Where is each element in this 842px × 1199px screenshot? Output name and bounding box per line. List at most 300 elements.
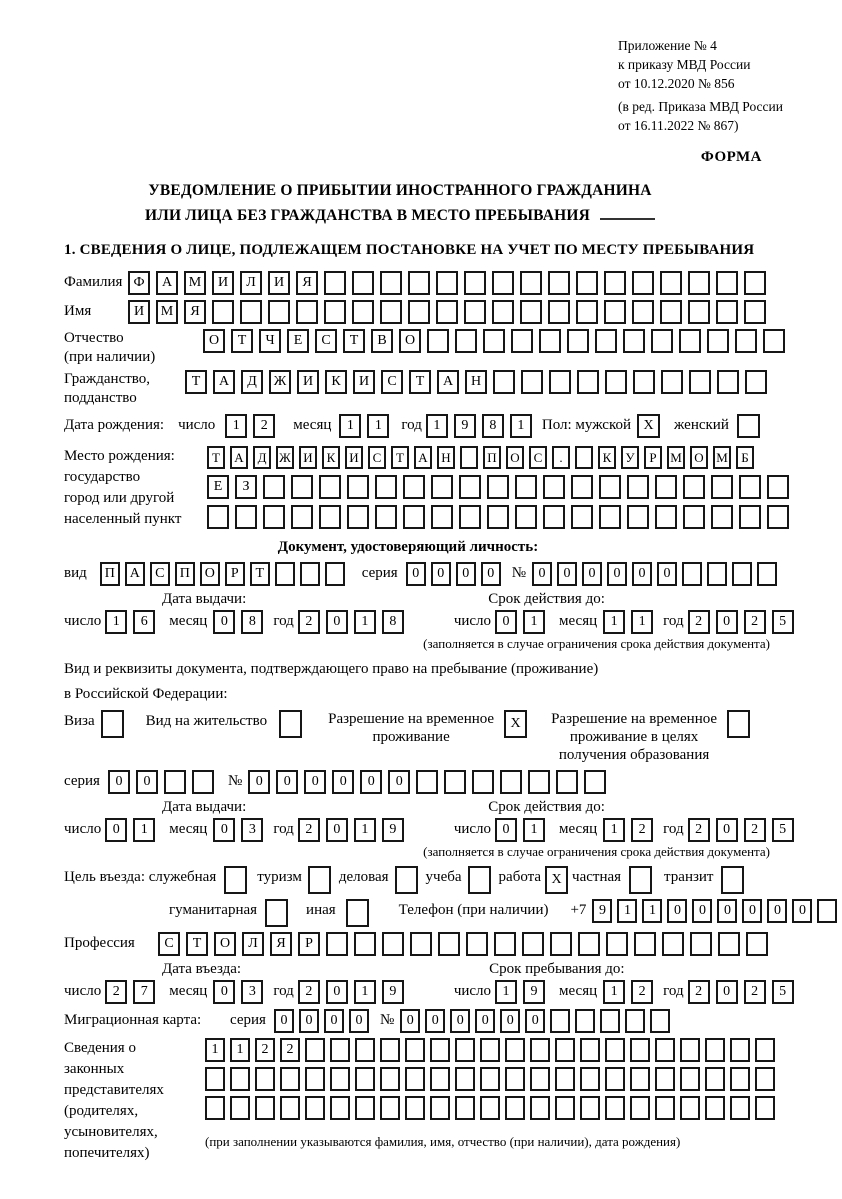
char-cell[interactable]: 0 xyxy=(495,818,517,842)
char-cell[interactable] xyxy=(380,1096,400,1120)
char-cell[interactable] xyxy=(355,1096,375,1120)
char-cell[interactable] xyxy=(576,271,598,295)
char-cell[interactable] xyxy=(464,271,486,295)
char-cell[interactable] xyxy=(661,370,683,394)
purpose-study-checkbox[interactable] xyxy=(468,866,491,894)
char-cell[interactable] xyxy=(305,1067,325,1091)
char-cell[interactable] xyxy=(605,1096,625,1120)
char-cell[interactable] xyxy=(408,271,430,295)
char-cell[interactable]: О xyxy=(214,932,236,956)
char-cell[interactable] xyxy=(717,370,739,394)
char-cell[interactable] xyxy=(492,271,514,295)
char-cell[interactable] xyxy=(483,329,505,353)
char-cell[interactable]: А xyxy=(156,271,178,295)
char-cell[interactable]: К xyxy=(322,446,340,469)
char-cell[interactable]: 0 xyxy=(105,818,127,842)
char-cell[interactable] xyxy=(480,1038,500,1062)
char-cell[interactable] xyxy=(575,1009,595,1033)
char-cell[interactable]: С xyxy=(158,932,180,956)
char-cell[interactable] xyxy=(230,1096,250,1120)
char-cell[interactable] xyxy=(680,1067,700,1091)
char-cell[interactable]: К xyxy=(325,370,347,394)
purpose-other-checkbox[interactable] xyxy=(346,899,369,927)
char-cell[interactable] xyxy=(732,562,752,586)
char-cell[interactable] xyxy=(403,475,425,499)
char-cell[interactable] xyxy=(584,770,606,794)
char-cell[interactable] xyxy=(455,329,477,353)
char-cell[interactable] xyxy=(679,329,701,353)
char-cell[interactable] xyxy=(330,1096,350,1120)
char-cell[interactable] xyxy=(655,505,677,529)
char-cell[interactable]: 1 xyxy=(105,610,127,634)
char-cell[interactable] xyxy=(375,475,397,499)
char-cell[interactable]: 0 xyxy=(276,770,298,794)
char-cell[interactable]: 0 xyxy=(299,1009,319,1033)
char-cell[interactable]: 2 xyxy=(105,980,127,1004)
char-cell[interactable]: 1 xyxy=(230,1038,250,1062)
purpose-private-checkbox[interactable] xyxy=(629,866,652,894)
char-cell[interactable] xyxy=(655,1038,675,1062)
char-cell[interactable]: 2 xyxy=(688,980,710,1004)
char-cell[interactable]: 1 xyxy=(367,414,389,438)
char-cell[interactable]: М xyxy=(184,271,206,295)
char-cell[interactable] xyxy=(660,300,682,324)
char-cell[interactable] xyxy=(555,1096,575,1120)
char-cell[interactable] xyxy=(580,1038,600,1062)
char-cell[interactable]: 5 xyxy=(772,980,794,1004)
char-cell[interactable]: 2 xyxy=(253,414,275,438)
char-cell[interactable] xyxy=(403,505,425,529)
char-cell[interactable]: И xyxy=(297,370,319,394)
char-cell[interactable]: Н xyxy=(437,446,455,469)
char-cell[interactable] xyxy=(739,505,761,529)
char-cell[interactable] xyxy=(530,1038,550,1062)
char-cell[interactable] xyxy=(354,932,376,956)
char-cell[interactable] xyxy=(711,475,733,499)
char-cell[interactable] xyxy=(705,1096,725,1120)
char-cell[interactable] xyxy=(405,1096,425,1120)
char-cell[interactable]: 0 xyxy=(304,770,326,794)
char-cell[interactable] xyxy=(505,1067,525,1091)
char-cell[interactable] xyxy=(352,300,374,324)
char-cell[interactable] xyxy=(680,1038,700,1062)
char-cell[interactable]: 0 xyxy=(326,818,348,842)
char-cell[interactable] xyxy=(430,1038,450,1062)
char-cell[interactable] xyxy=(571,475,593,499)
char-cell[interactable]: А xyxy=(230,446,248,469)
char-cell[interactable]: Я xyxy=(296,271,318,295)
char-cell[interactable] xyxy=(605,1038,625,1062)
char-cell[interactable]: С xyxy=(315,329,337,353)
char-cell[interactable] xyxy=(767,505,789,529)
char-cell[interactable]: 0 xyxy=(431,562,451,586)
char-cell[interactable]: 0 xyxy=(274,1009,294,1033)
char-cell[interactable] xyxy=(380,271,402,295)
char-cell[interactable] xyxy=(730,1038,750,1062)
char-cell[interactable]: И xyxy=(345,446,363,469)
char-cell[interactable]: 8 xyxy=(241,610,263,634)
char-cell[interactable] xyxy=(604,271,626,295)
char-cell[interactable] xyxy=(548,300,570,324)
char-cell[interactable] xyxy=(355,1067,375,1091)
char-cell[interactable] xyxy=(707,329,729,353)
residence-permit-checkbox[interactable] xyxy=(279,710,302,738)
char-cell[interactable] xyxy=(528,770,550,794)
char-cell[interactable] xyxy=(455,1067,475,1091)
char-cell[interactable] xyxy=(662,932,684,956)
purpose-official-checkbox[interactable] xyxy=(224,866,247,894)
char-cell[interactable] xyxy=(205,1067,225,1091)
char-cell[interactable] xyxy=(739,475,761,499)
char-cell[interactable]: 3 xyxy=(241,980,263,1004)
char-cell[interactable] xyxy=(436,300,458,324)
char-cell[interactable] xyxy=(380,300,402,324)
char-cell[interactable] xyxy=(755,1038,775,1062)
char-cell[interactable]: И xyxy=(268,271,290,295)
char-cell[interactable] xyxy=(230,1067,250,1091)
char-cell[interactable] xyxy=(630,1096,650,1120)
char-cell[interactable]: 9 xyxy=(523,980,545,1004)
char-cell[interactable] xyxy=(375,505,397,529)
char-cell[interactable]: 9 xyxy=(454,414,476,438)
char-cell[interactable]: 1 xyxy=(603,980,625,1004)
char-cell[interactable]: 8 xyxy=(482,414,504,438)
char-cell[interactable] xyxy=(655,475,677,499)
char-cell[interactable] xyxy=(444,770,466,794)
char-cell[interactable]: О xyxy=(506,446,524,469)
char-cell[interactable] xyxy=(683,475,705,499)
char-cell[interactable] xyxy=(682,562,702,586)
char-cell[interactable] xyxy=(555,1038,575,1062)
char-cell[interactable] xyxy=(291,475,313,499)
char-cell[interactable] xyxy=(263,475,285,499)
char-cell[interactable] xyxy=(255,1096,275,1120)
char-cell[interactable]: 0 xyxy=(136,770,158,794)
char-cell[interactable] xyxy=(556,770,578,794)
char-cell[interactable]: А xyxy=(414,446,432,469)
char-cell[interactable] xyxy=(757,562,777,586)
char-cell[interactable]: 1 xyxy=(523,610,545,634)
char-cell[interactable]: 0 xyxy=(326,980,348,1004)
char-cell[interactable]: П xyxy=(100,562,120,586)
char-cell[interactable] xyxy=(405,1038,425,1062)
char-cell[interactable]: Р xyxy=(644,446,662,469)
char-cell[interactable] xyxy=(326,932,348,956)
char-cell[interactable] xyxy=(599,475,621,499)
char-cell[interactable]: 2 xyxy=(688,610,710,634)
char-cell[interactable] xyxy=(520,271,542,295)
char-cell[interactable] xyxy=(460,446,478,469)
char-cell[interactable]: Д xyxy=(253,446,271,469)
char-cell[interactable]: Б xyxy=(736,446,754,469)
char-cell[interactable] xyxy=(487,475,509,499)
char-cell[interactable] xyxy=(520,300,542,324)
char-cell[interactable]: Ф xyxy=(128,271,150,295)
char-cell[interactable]: 0 xyxy=(425,1009,445,1033)
char-cell[interactable] xyxy=(505,1096,525,1120)
char-cell[interactable] xyxy=(730,1067,750,1091)
char-cell[interactable]: 0 xyxy=(456,562,476,586)
char-cell[interactable]: 1 xyxy=(133,818,155,842)
char-cell[interactable] xyxy=(744,271,766,295)
char-cell[interactable]: А xyxy=(125,562,145,586)
char-cell[interactable] xyxy=(505,1038,525,1062)
char-cell[interactable]: П xyxy=(483,446,501,469)
char-cell[interactable] xyxy=(716,300,738,324)
char-cell[interactable] xyxy=(550,1009,570,1033)
char-cell[interactable] xyxy=(431,505,453,529)
char-cell[interactable]: С xyxy=(381,370,403,394)
char-cell[interactable] xyxy=(763,329,785,353)
char-cell[interactable] xyxy=(555,1067,575,1091)
char-cell[interactable] xyxy=(347,475,369,499)
char-cell[interactable]: 2 xyxy=(688,818,710,842)
char-cell[interactable]: 1 xyxy=(339,414,361,438)
char-cell[interactable]: 6 xyxy=(133,610,155,634)
char-cell[interactable]: 2 xyxy=(744,610,766,634)
char-cell[interactable] xyxy=(472,770,494,794)
char-cell[interactable] xyxy=(689,370,711,394)
char-cell[interactable]: И xyxy=(212,271,234,295)
char-cell[interactable] xyxy=(604,300,626,324)
char-cell[interactable] xyxy=(688,300,710,324)
char-cell[interactable]: 2 xyxy=(744,980,766,1004)
char-cell[interactable]: С xyxy=(529,446,547,469)
char-cell[interactable] xyxy=(577,370,599,394)
char-cell[interactable] xyxy=(480,1067,500,1091)
char-cell[interactable] xyxy=(606,932,628,956)
char-cell[interactable]: 0 xyxy=(213,980,235,1004)
char-cell[interactable]: 0 xyxy=(607,562,627,586)
char-cell[interactable] xyxy=(655,1067,675,1091)
char-cell[interactable]: 0 xyxy=(495,610,517,634)
char-cell[interactable]: 0 xyxy=(582,562,602,586)
char-cell[interactable]: 2 xyxy=(631,980,653,1004)
char-cell[interactable] xyxy=(632,300,654,324)
visa-checkbox[interactable] xyxy=(101,710,124,738)
char-cell[interactable] xyxy=(744,300,766,324)
char-cell[interactable]: 2 xyxy=(280,1038,300,1062)
char-cell[interactable]: Т xyxy=(250,562,270,586)
char-cell[interactable] xyxy=(530,1096,550,1120)
char-cell[interactable]: 1 xyxy=(426,414,448,438)
char-cell[interactable] xyxy=(430,1067,450,1091)
char-cell[interactable] xyxy=(324,271,346,295)
char-cell[interactable]: З xyxy=(235,475,257,499)
sex-male-checkbox[interactable]: X xyxy=(637,414,660,438)
char-cell[interactable] xyxy=(464,300,486,324)
char-cell[interactable] xyxy=(549,370,571,394)
char-cell[interactable] xyxy=(680,1096,700,1120)
char-cell[interactable]: Л xyxy=(242,932,264,956)
char-cell[interactable] xyxy=(515,475,537,499)
char-cell[interactable]: Т xyxy=(207,446,225,469)
char-cell[interactable] xyxy=(548,271,570,295)
char-cell[interactable] xyxy=(578,932,600,956)
char-cell[interactable]: О xyxy=(399,329,421,353)
char-cell[interactable] xyxy=(207,505,229,529)
char-cell[interactable] xyxy=(550,932,572,956)
char-cell[interactable] xyxy=(235,505,257,529)
char-cell[interactable]: Я xyxy=(184,300,206,324)
char-cell[interactable] xyxy=(492,300,514,324)
char-cell[interactable] xyxy=(599,505,621,529)
char-cell[interactable] xyxy=(324,300,346,324)
char-cell[interactable] xyxy=(500,770,522,794)
char-cell[interactable]: 1 xyxy=(631,610,653,634)
char-cell[interactable] xyxy=(707,562,727,586)
char-cell[interactable]: И xyxy=(128,300,150,324)
char-cell[interactable] xyxy=(630,1067,650,1091)
char-cell[interactable] xyxy=(539,329,561,353)
char-cell[interactable] xyxy=(660,271,682,295)
char-cell[interactable]: А xyxy=(437,370,459,394)
char-cell[interactable]: И xyxy=(299,446,317,469)
char-cell[interactable] xyxy=(280,1096,300,1120)
char-cell[interactable]: Ч xyxy=(259,329,281,353)
char-cell[interactable] xyxy=(319,475,341,499)
char-cell[interactable] xyxy=(630,1038,650,1062)
char-cell[interactable] xyxy=(438,932,460,956)
char-cell[interactable]: 0 xyxy=(742,899,762,923)
char-cell[interactable]: 1 xyxy=(510,414,532,438)
char-cell[interactable] xyxy=(651,329,673,353)
char-cell[interactable]: 2 xyxy=(298,818,320,842)
char-cell[interactable]: 0 xyxy=(400,1009,420,1033)
char-cell[interactable]: Д xyxy=(241,370,263,394)
char-cell[interactable]: 0 xyxy=(450,1009,470,1033)
char-cell[interactable] xyxy=(755,1067,775,1091)
char-cell[interactable] xyxy=(355,1038,375,1062)
char-cell[interactable] xyxy=(595,329,617,353)
sex-female-checkbox[interactable] xyxy=(737,414,760,438)
char-cell[interactable] xyxy=(683,505,705,529)
char-cell[interactable]: И xyxy=(353,370,375,394)
char-cell[interactable] xyxy=(511,329,533,353)
char-cell[interactable] xyxy=(623,329,645,353)
char-cell[interactable] xyxy=(300,562,320,586)
char-cell[interactable] xyxy=(291,505,313,529)
char-cell[interactable]: Я xyxy=(270,932,292,956)
char-cell[interactable]: П xyxy=(175,562,195,586)
char-cell[interactable]: 2 xyxy=(631,818,653,842)
char-cell[interactable]: 7 xyxy=(133,980,155,1004)
char-cell[interactable]: Т xyxy=(409,370,431,394)
char-cell[interactable] xyxy=(459,475,481,499)
char-cell[interactable]: Т xyxy=(231,329,253,353)
char-cell[interactable]: 0 xyxy=(213,818,235,842)
char-cell[interactable] xyxy=(688,271,710,295)
char-cell[interactable] xyxy=(380,1067,400,1091)
char-cell[interactable] xyxy=(716,271,738,295)
char-cell[interactable]: Т xyxy=(391,446,409,469)
char-cell[interactable]: 1 xyxy=(225,414,247,438)
char-cell[interactable] xyxy=(543,505,565,529)
char-cell[interactable]: 0 xyxy=(717,899,737,923)
char-cell[interactable] xyxy=(746,932,768,956)
char-cell[interactable] xyxy=(480,1096,500,1120)
char-cell[interactable]: 0 xyxy=(792,899,812,923)
char-cell[interactable]: К xyxy=(598,446,616,469)
char-cell[interactable]: С xyxy=(368,446,386,469)
char-cell[interactable] xyxy=(192,770,214,794)
char-cell[interactable]: Ж xyxy=(276,446,294,469)
char-cell[interactable]: 2 xyxy=(298,610,320,634)
char-cell[interactable]: 0 xyxy=(692,899,712,923)
char-cell[interactable]: Т xyxy=(186,932,208,956)
char-cell[interactable] xyxy=(605,1067,625,1091)
purpose-humanitarian-checkbox[interactable] xyxy=(265,899,288,927)
char-cell[interactable] xyxy=(408,300,430,324)
char-cell[interactable] xyxy=(431,475,453,499)
char-cell[interactable] xyxy=(405,1067,425,1091)
char-cell[interactable]: Н xyxy=(465,370,487,394)
char-cell[interactable]: О xyxy=(200,562,220,586)
char-cell[interactable]: 0 xyxy=(557,562,577,586)
char-cell[interactable]: Т xyxy=(343,329,365,353)
char-cell[interactable] xyxy=(280,1067,300,1091)
char-cell[interactable]: Р xyxy=(298,932,320,956)
char-cell[interactable] xyxy=(575,446,593,469)
purpose-tourism-checkbox[interactable] xyxy=(308,866,331,894)
char-cell[interactable] xyxy=(455,1096,475,1120)
char-cell[interactable]: 2 xyxy=(255,1038,275,1062)
char-cell[interactable]: 1 xyxy=(523,818,545,842)
char-cell[interactable] xyxy=(655,1096,675,1120)
char-cell[interactable]: 0 xyxy=(475,1009,495,1033)
char-cell[interactable]: 1 xyxy=(205,1038,225,1062)
char-cell[interactable] xyxy=(455,1038,475,1062)
char-cell[interactable]: 2 xyxy=(298,980,320,1004)
char-cell[interactable] xyxy=(605,370,627,394)
char-cell[interactable] xyxy=(735,329,757,353)
char-cell[interactable]: 0 xyxy=(632,562,652,586)
char-cell[interactable]: 0 xyxy=(525,1009,545,1033)
char-cell[interactable] xyxy=(347,505,369,529)
char-cell[interactable]: Е xyxy=(287,329,309,353)
char-cell[interactable] xyxy=(567,329,589,353)
char-cell[interactable]: 0 xyxy=(667,899,687,923)
char-cell[interactable]: 1 xyxy=(354,610,376,634)
char-cell[interactable] xyxy=(755,1096,775,1120)
char-cell[interactable]: 0 xyxy=(324,1009,344,1033)
char-cell[interactable]: 5 xyxy=(772,610,794,634)
char-cell[interactable]: 0 xyxy=(360,770,382,794)
char-cell[interactable]: Е xyxy=(207,475,229,499)
char-cell[interactable] xyxy=(296,300,318,324)
char-cell[interactable]: 1 xyxy=(495,980,517,1004)
char-cell[interactable]: 0 xyxy=(532,562,552,586)
char-cell[interactable]: 8 xyxy=(382,610,404,634)
char-cell[interactable]: 0 xyxy=(657,562,677,586)
char-cell[interactable] xyxy=(212,300,234,324)
char-cell[interactable]: Т xyxy=(185,370,207,394)
purpose-work-checkbox[interactable]: X xyxy=(545,866,568,894)
char-cell[interactable]: В xyxy=(371,329,393,353)
char-cell[interactable] xyxy=(352,271,374,295)
char-cell[interactable]: 1 xyxy=(354,980,376,1004)
char-cell[interactable] xyxy=(600,1009,620,1033)
char-cell[interactable]: 0 xyxy=(248,770,270,794)
char-cell[interactable] xyxy=(330,1038,350,1062)
char-cell[interactable] xyxy=(255,1067,275,1091)
char-cell[interactable]: 0 xyxy=(349,1009,369,1033)
char-cell[interactable]: 1 xyxy=(354,818,376,842)
char-cell[interactable] xyxy=(543,475,565,499)
char-cell[interactable]: М xyxy=(713,446,731,469)
char-cell[interactable]: 0 xyxy=(108,770,130,794)
char-cell[interactable]: 5 xyxy=(772,818,794,842)
